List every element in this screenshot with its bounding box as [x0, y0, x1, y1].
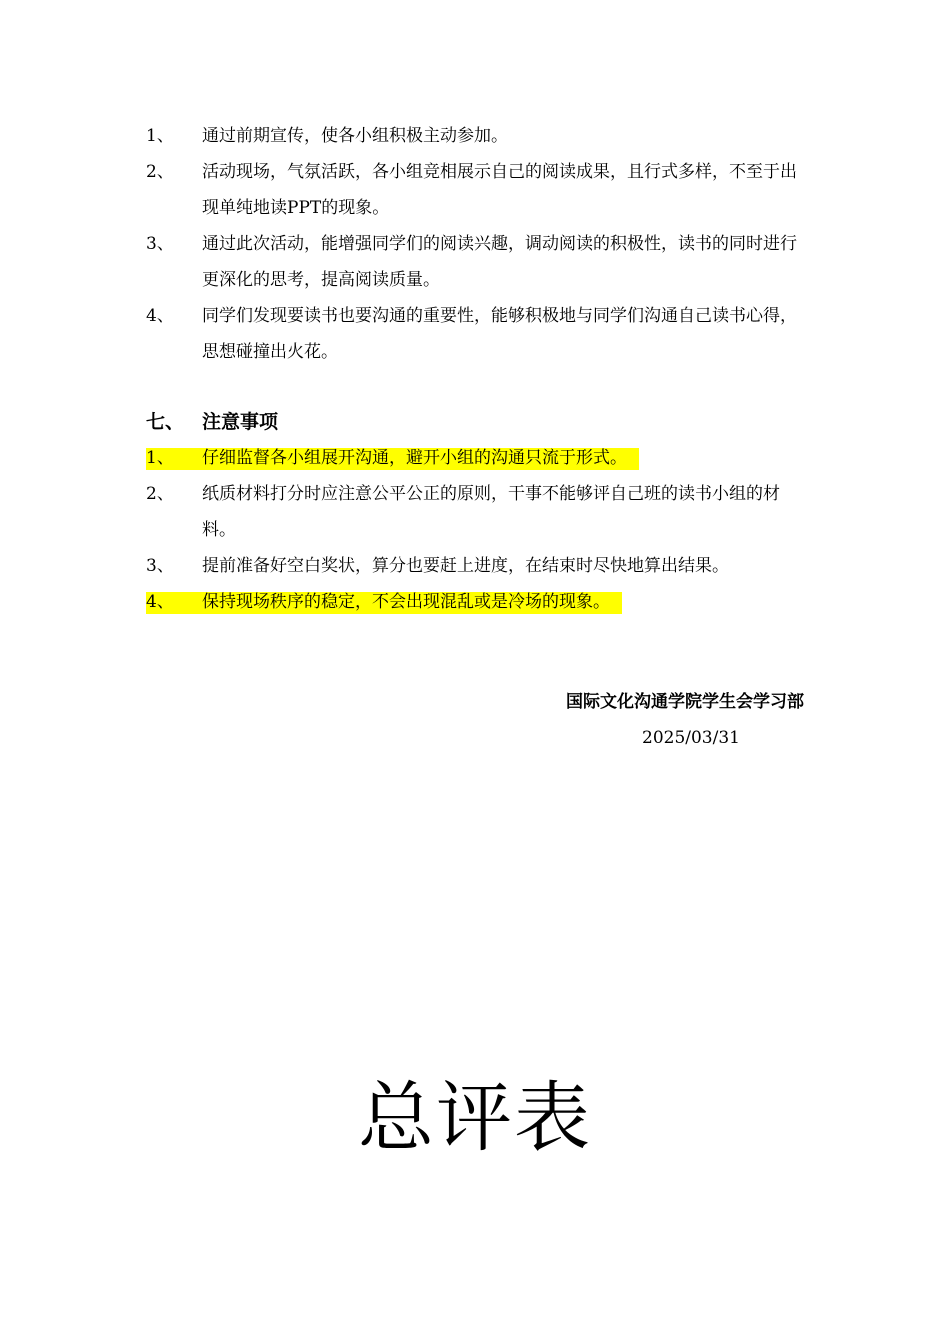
item-number: 4、 — [146, 592, 174, 612]
item-text: 通过前期宣传，使各小组积极主动参加。 — [202, 126, 508, 146]
list-item-highlighted — [146, 440, 639, 476]
section-heading-notes — [146, 404, 278, 440]
section-number: 七、 — [146, 411, 185, 433]
item-number: 4、 — [146, 306, 174, 326]
signature-date: 2025/03/31 — [642, 728, 740, 748]
notes-list — [146, 440, 810, 620]
next-page-title: 总评表 — [358, 1073, 592, 1162]
item-text: 纸质材料打分时应注意公平公正的原则，干事不能够评自己班的读书小组的材料。 — [202, 484, 780, 540]
results-list — [146, 118, 810, 370]
item-text: 活动现场，气氛活跃，各小组竞相展示自己的阅读成果，且行式多样，不至于出现单纯地读PPT的现象。 — [202, 162, 797, 218]
list-item-highlighted — [146, 584, 622, 620]
list-item — [146, 476, 810, 548]
item-text: 仔细监督各小组展开沟通，避开小组的沟通只流于形式。 — [202, 448, 627, 468]
item-text: 同学们发现要读书也要沟通的重要性，能够积极地与同学们沟通自己读书心得，思想碰撞出火花。 — [202, 306, 797, 362]
section-title: 注意事项 — [202, 411, 279, 433]
item-number: 1、 — [146, 448, 174, 468]
list-item — [146, 226, 810, 298]
item-text: 提前准备好空白奖状，算分也要赶上进度，在结束时尽快地算出结果。 — [202, 556, 729, 576]
item-number: 3、 — [146, 234, 174, 254]
signature-organization: 国际文化沟通学院学生会学习部 — [566, 692, 804, 712]
item-number: 2、 — [146, 162, 174, 182]
item-number: 3、 — [146, 556, 174, 576]
list-item — [146, 298, 810, 370]
list-item — [146, 118, 810, 154]
item-text: 通过此次活动，能增强同学们的阅读兴趣，调动阅读的积极性，读书的同时进行更深化的思考，提高阅读质量。 — [202, 234, 797, 290]
list-item — [146, 154, 810, 226]
item-number: 1、 — [146, 126, 174, 146]
item-number: 2、 — [146, 484, 174, 504]
item-text: 保持现场秩序的稳定，不会出现混乱或是冷场的现象。 — [202, 592, 610, 612]
list-item — [146, 548, 810, 584]
